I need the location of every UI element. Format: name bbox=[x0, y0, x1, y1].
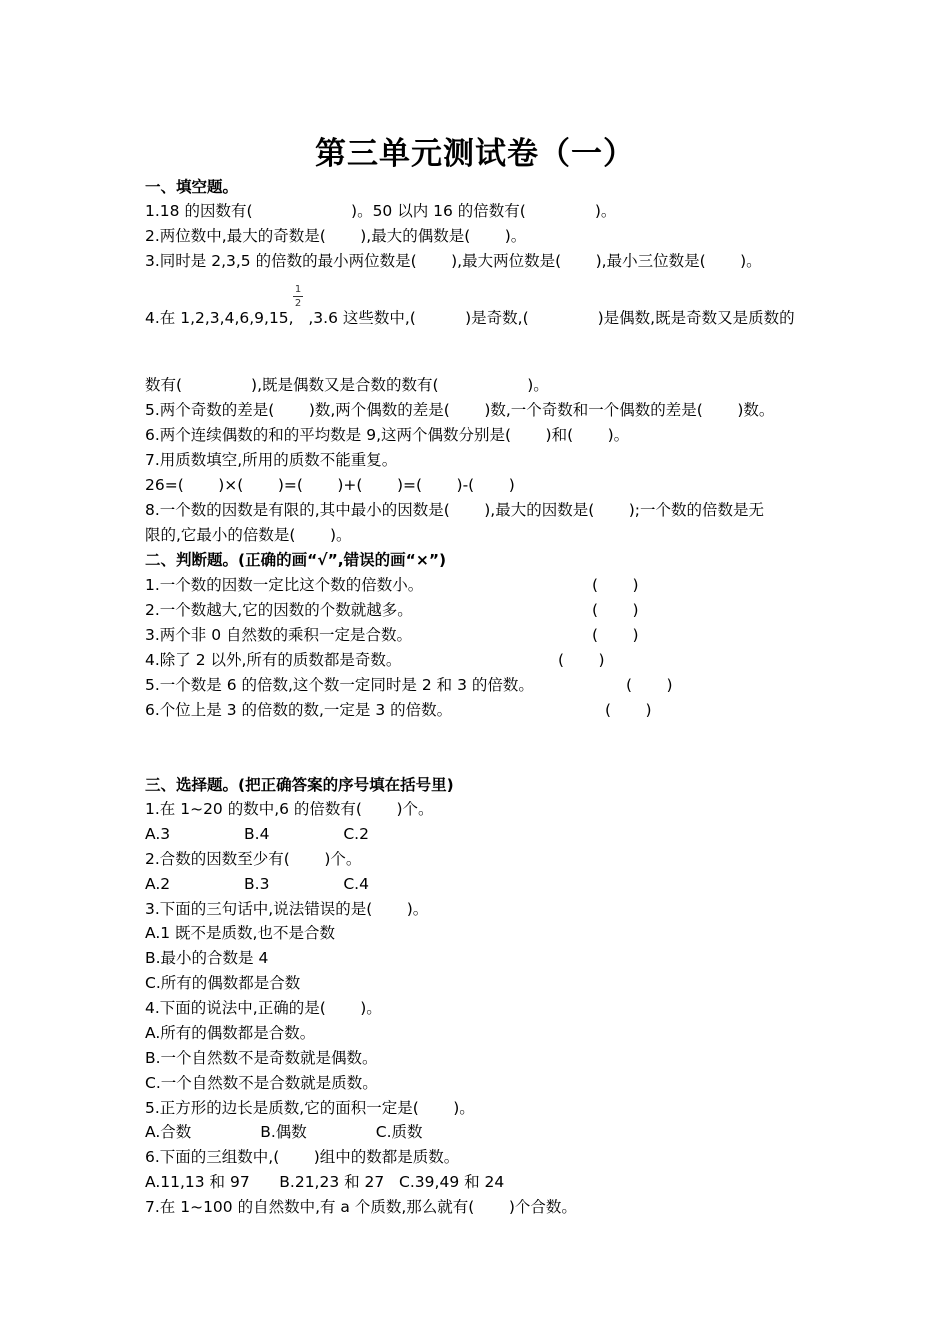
choice-line: 7.在 1~100 的自然数中,有 a 个质数,那么就有( )个合数。 bbox=[145, 1198, 577, 1216]
judge-answer-paren: ( ) bbox=[592, 626, 639, 644]
fill-question-4: 4.在 1,2,3,4,6,9,15, ,3.6 这些数中,( )是奇数,( )是偶数,既是奇数又是质数的 bbox=[145, 309, 795, 327]
choice-line: 2.合数的因数至少有( )个。 bbox=[145, 850, 362, 868]
judge-answer-paren: ( ) bbox=[592, 601, 639, 619]
section-heading-fill: 一、填空题。 bbox=[145, 178, 239, 196]
fill-question-8-continued: 限的,它最小的倍数是( )。 bbox=[145, 526, 352, 544]
choice-option: A.1 既不是质数,也不是合数 bbox=[145, 924, 335, 942]
fill-question-2: 2.两位数中,最大的奇数是( ),最大的偶数是( )。 bbox=[145, 227, 527, 245]
choice-line: 6.下面的三组数中,( )组中的数都是质数。 bbox=[145, 1148, 460, 1166]
judge-item: 1.一个数的因数一定比这个数的倍数小。 bbox=[145, 576, 424, 594]
page-title: 第三单元测试卷（一） bbox=[315, 136, 635, 172]
fill-question-6: 6.两个连续偶数的和的平均数是 9,这两个偶数分别是( )和( )。 bbox=[145, 426, 630, 444]
choice-line: 5.正方形的边长是质数,它的面积一定是( )。 bbox=[145, 1099, 475, 1117]
choice-option: B.一个自然数不是奇数就是偶数。 bbox=[145, 1049, 378, 1067]
section-heading-choice: 三、选择题。(把正确答案的序号填在括号里) bbox=[145, 776, 454, 794]
judge-item: 4.除了 2 以外,所有的质数都是奇数。 bbox=[145, 651, 402, 669]
fill-question-8: 8.一个数的因数是有限的,其中最小的因数是( ),最大的因数是( );一个数的倍数是无 bbox=[145, 501, 765, 519]
choice-option: A.所有的偶数都是合数。 bbox=[145, 1024, 316, 1042]
judge-item: 2.一个数越大,它的因数的个数就越多。 bbox=[145, 601, 413, 619]
judge-answer-paren: ( ) bbox=[626, 676, 673, 694]
choice-options: A.合数 B.偶数 C.质数 bbox=[145, 1123, 423, 1141]
choice-line: 3.下面的三句话中,说法错误的是( )。 bbox=[145, 900, 429, 918]
choice-option: C.一个自然数不是合数就是质数。 bbox=[145, 1074, 378, 1092]
fill-question-1: 1.18 的因数有( )。50 以内 16 的倍数有( )。 bbox=[145, 202, 617, 220]
judge-answer-paren: ( ) bbox=[592, 576, 639, 594]
judge-item: 6.个位上是 3 的倍数的数,一定是 3 的倍数。 bbox=[145, 701, 453, 719]
fill-question-4-continued: 数有( ),既是偶数又是合数的数有( )。 bbox=[145, 376, 549, 394]
section-heading-judge: 二、判断题。(正确的画“√”,错误的画“×”) bbox=[145, 551, 447, 569]
judge-item: 5.一个数是 6 的倍数,这个数一定同时是 2 和 3 的倍数。 bbox=[145, 676, 534, 694]
fraction-one-half bbox=[293, 284, 303, 309]
fraction-denominator: 2 bbox=[294, 298, 302, 309]
fill-question-5: 5.两个奇数的差是( )数,两个偶数的差是( )数,一个奇数和一个偶数的差是( )数。 bbox=[145, 401, 775, 419]
fill-question-3: 3.同时是 2,3,5 的倍数的最小两位数是( ),最大两位数是( ),最小三位数是( )。 bbox=[145, 252, 762, 270]
fraction-numerator: 1 bbox=[294, 284, 302, 295]
choice-line: 1.在 1~20 的数中,6 的倍数有( )个。 bbox=[145, 800, 434, 818]
choice-options: A.2 B.3 C.4 bbox=[145, 875, 369, 893]
judge-item: 3.两个非 0 自然数的乘积一定是合数。 bbox=[145, 626, 413, 644]
fill-question-7: 7.用质数填空,所用的质数不能重复。 bbox=[145, 451, 398, 469]
choice-line: 4.下面的说法中,正确的是( )。 bbox=[145, 999, 382, 1017]
choice-options: A.11,13 和 97 B.21,23 和 27 C.39,49 和 24 bbox=[145, 1173, 505, 1191]
judge-answer-paren: ( ) bbox=[605, 701, 652, 719]
fill-question-7-equation: 26=( )×( )=( )+( )=( )-( ) bbox=[145, 476, 515, 494]
choice-options: A.3 B.4 C.2 bbox=[145, 825, 369, 843]
choice-option: B.最小的合数是 4 bbox=[145, 949, 269, 967]
judge-answer-paren: ( ) bbox=[558, 651, 605, 669]
choice-option: C.所有的偶数都是合数 bbox=[145, 974, 301, 992]
